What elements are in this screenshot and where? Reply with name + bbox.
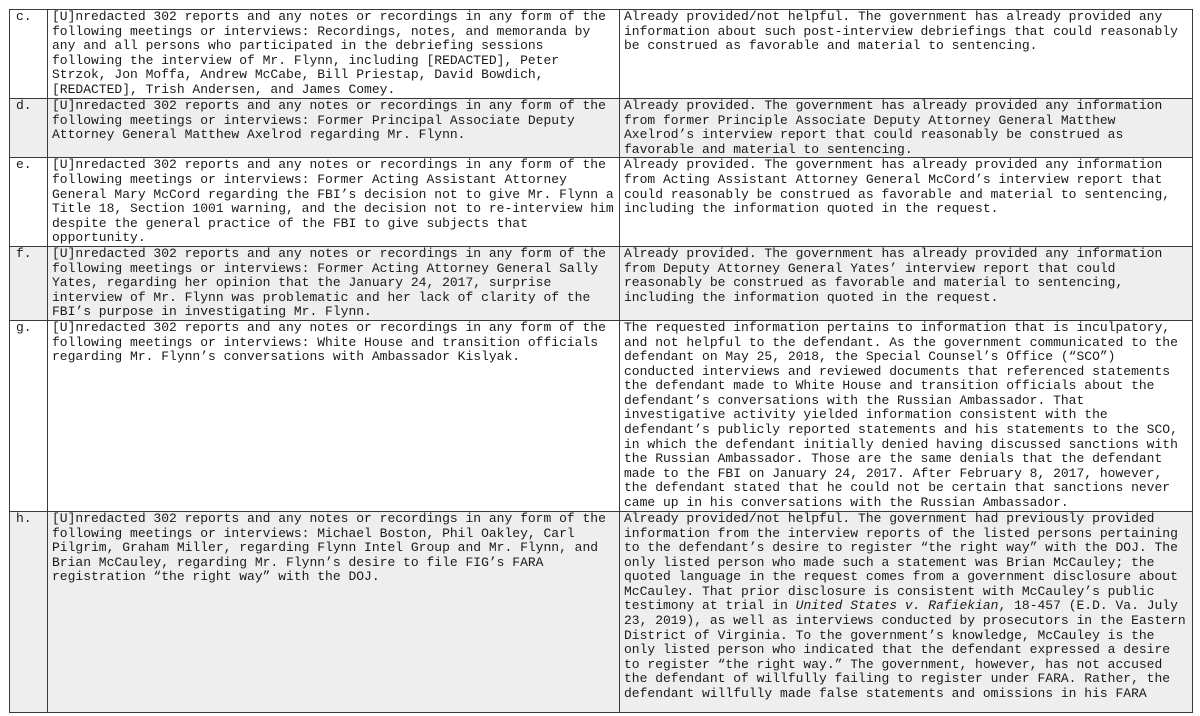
request-cell: [U]nredacted 302 reports and any notes or recordings in any form of the following meetings or interviews: Recordings, notes, and memoranda by any and all persons who participated in the debriefing sessions following the interview of Mr. Flynn, including [REDACTED], Peter Strzok, Jon Moffa, Andrew McCabe, Bill Priestap, David Bowdich, [REDACTED], Trish Andersen, and James Comey. bbox=[48, 10, 620, 99]
response-cell: Already provided. The government has already provided any information from Acting Assistant Attorney General McCord’s interview report that could reasonably be construed as favorable and material to sentencing, including the information quoted in the request. bbox=[620, 158, 1193, 247]
row-label: c. bbox=[10, 10, 48, 99]
response-text: Already provided/not helpful. The government had previously provided information from the interview reports of the listed persons pertaining to the defendant’s desire to register “the right way” with the DOJ. The only listed person who made such a statement was Brian McCauley; the quoted language in the request comes from a government disclosure about McCauley. That prior disclosure is consistent with McCauley’s public testimony at trial in bbox=[624, 511, 1178, 614]
case-citation: United States v. Rafiekian bbox=[795, 598, 999, 614]
response-cell: The requested information pertains to information that is inculpatory, and not helpful to the defendant. As the government communicated to the defendant on May 25, 2018, the Special Counsel’s Office (“SCO”) conducted interviews and reviewed documents that referenced statements the defendant made to White House and transition officials about the defendant’s conversations with the Russian Ambassador. That investigative activity yielded information consistent with the defendant’s publicly reported statements and his statements to the SCO, in which the defendant initially denied having discussed sanctions with the Russian Ambassador. Those are the same denials that the defendant made to the FBI on January 24, 2017. After February 8, 2017, however, the defendant stated that he could not be certain that sanctions never came up in his conversations with the Russian Ambassador. bbox=[620, 320, 1193, 511]
table-row bbox=[10, 99, 1193, 158]
table-row bbox=[10, 511, 1193, 712]
row-label: f. bbox=[10, 246, 48, 320]
table-row bbox=[10, 246, 1193, 320]
table-row bbox=[10, 320, 1193, 511]
request-cell: [U]nredacted 302 reports and any notes or recordings in any form of the following meetings or interviews: Michael Boston, Phil Oakley, Carl Pilgrim, Graham Miller, regarding Flynn Intel Group and Mr. Flynn, and Brian McCauley, regarding Mr. Flynn’s desire to file FIG’s FARA registration “the right way” with the DOJ. bbox=[48, 511, 620, 712]
response-cell: Already provided/not helpful. The government has already provided any information about such post-interview debriefings that could reasonably be construed as favorable and material to sentencing. bbox=[620, 10, 1193, 99]
request-cell: [U]nredacted 302 reports and any notes or recordings in any form of the following meetings or interviews: Former Principal Associate Deputy Attorney General Matthew Axelrod regarding Mr. Flynn. bbox=[48, 99, 620, 158]
row-label: e. bbox=[10, 158, 48, 247]
table-row bbox=[10, 158, 1193, 247]
request-cell: [U]nredacted 302 reports and any notes or recordings in any form of the following meetings or interviews: Former Acting Attorney General Sally Yates, regarding her opinion that the January 24, 2017, surprise interview of Mr. Flynn was problematic and her lack of clarity of the FBI’s purpose in investigating Mr. Flynn. bbox=[48, 246, 620, 320]
response-cell: Already provided. The government has already provided any information from Deputy Attorney General Yates’ interview report that could reasonably be construed as favorable and material to sentencing, including the information quoted in the request. bbox=[620, 246, 1193, 320]
table-row bbox=[10, 10, 1193, 99]
response-cell: Already provided. The government has already provided any information from former Principle Associate Deputy Attorney General Matthew Axelrod’s interview report that could reasonably be construed as favorable and material to sentencing. bbox=[620, 99, 1193, 158]
request-cell: [U]nredacted 302 reports and any notes or recordings in any form of the following meetings or interviews: Former Acting Assistant Attorney General Mary McCord regarding the FBI’s decision not to give Mr. Flynn a Title 18, Section 1001 warning, and the decision not to re-interview him despite the general practice of the FBI to give subjects that opportunity. bbox=[48, 158, 620, 247]
row-label: g. bbox=[10, 320, 48, 511]
request-cell: [U]nredacted 302 reports and any notes or recordings in any form of the following meetings or interviews: White House and transition officials regarding Mr. Flynn’s conversations with Ambassador Kislyak. bbox=[48, 320, 620, 511]
discovery-request-table bbox=[9, 9, 1193, 713]
row-label: d. bbox=[10, 99, 48, 158]
response-text: , 18-457 (E.D. Va. July 23, 2019), as well as interviews conducted by prosecutors in the Eastern District of Virginia. To the government’s knowledge, McCauley is the only listed person who indicated that the defendant expressed a desire to register “the right way.” The government, however, has not accused the defendant of willfully failing to register under FARA. Rather, the defendant willfully made false statements and omissions in his FARA bbox=[624, 598, 1186, 702]
row-label: h. bbox=[10, 511, 48, 712]
response-cell bbox=[620, 511, 1193, 712]
